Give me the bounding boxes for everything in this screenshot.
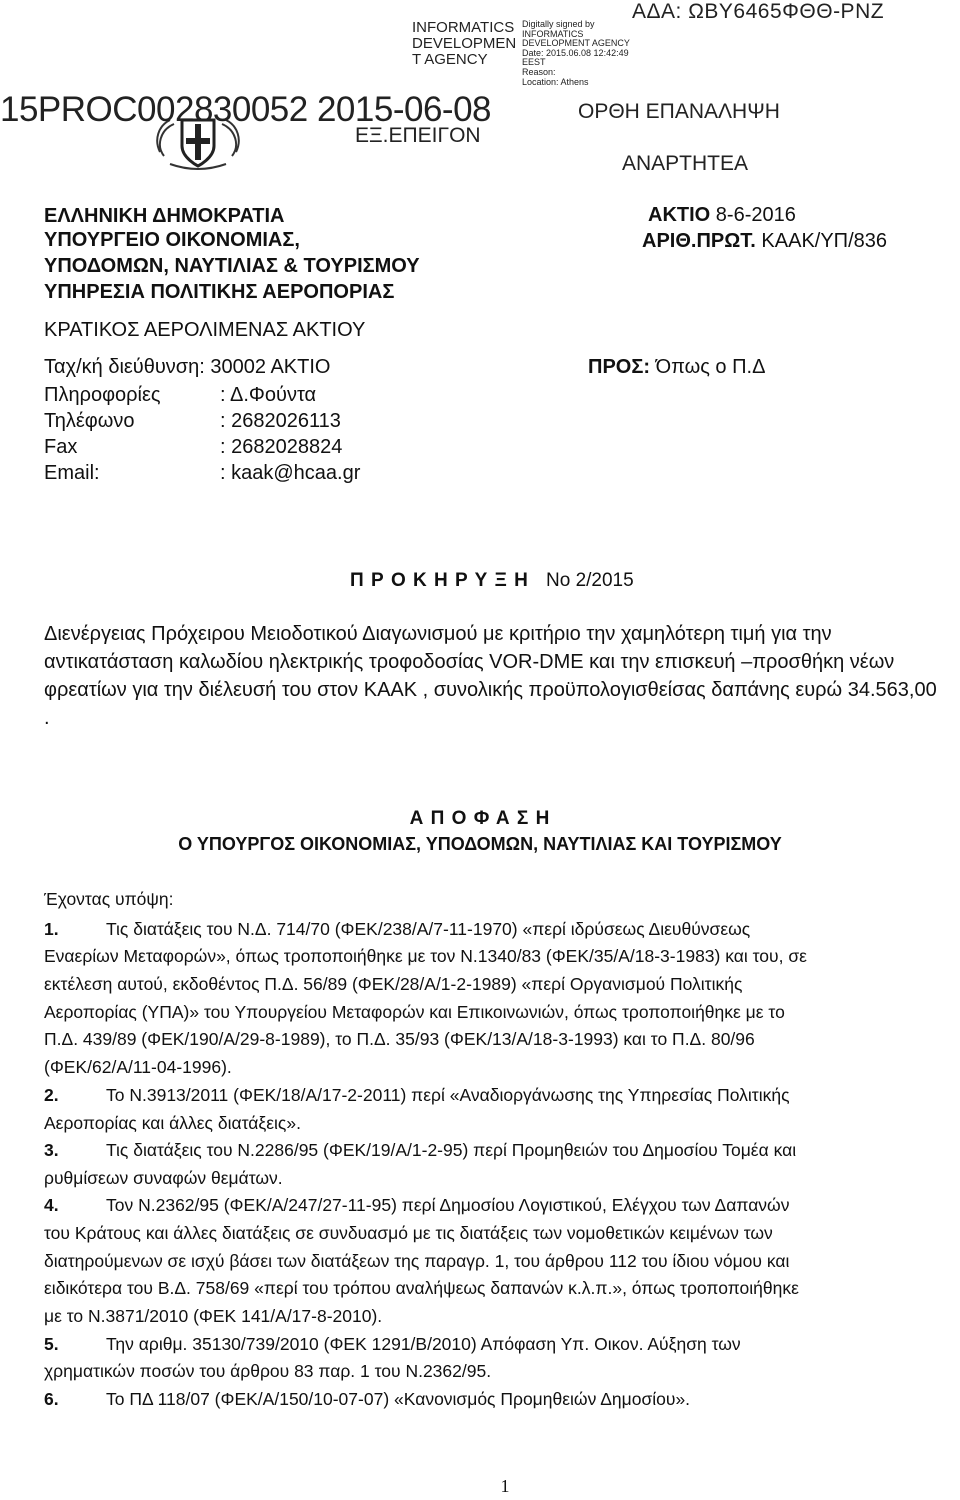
page-number: 1 — [500, 1476, 510, 1496]
decision-title: Α Π Ο Φ Α Σ Η — [409, 808, 551, 829]
protocol-number: ΑΡΙΘ.ΠΡΩΤ. ΚΑΑΚ/ΥΠ/836 — [642, 230, 888, 252]
document-date: ΑΚΤΙΟ 8-6-2016 — [648, 204, 796, 226]
fax-label: Fax — [44, 436, 78, 458]
list-item-line: διατηρούμενων σε ισχύ βάσει των διατάξεων της παραγρ. 1, του άρθρου 112 του ίδιου νόμου και — [44, 1251, 790, 1271]
address: Ταχ/κή διεύθυνση: 30002 ΑΚΤΙΟ — [44, 356, 331, 378]
list-item-line: Εναερίων Μεταφορών», όπως τροποποιήθηκε με τον Ν.1340/83 (ΦΕΚ/35/Α/18-3-1983) και του, σε — [44, 946, 807, 966]
notice-title: Π Ρ Ο Κ Η Ρ Υ Ξ Η — [350, 570, 529, 591]
notice-description: Διενέργειας Πρόχειρου Μειοδοτικού Διαγωνισμού με κριτήριο την χαμηλότερη τιμή για την αντικατάσταση καλωδίου ηλεκτρικής τροφοδοσίας VOR-DME και την επισκευή –προσθήκη νέων φρεατίων για την διέλευσή του στον ΚΑΑΚ , συνολικής προϋπολογισθείσας δαπάνης ευρώ 34.563,00 . — [44, 623, 937, 729]
list-item: 4. Τον Ν.2362/95 (ΦΕΚ/Α/247/27-11-95) περί Δημοσίου Λογιστικού, Ελέγχου των Δαπανών — [44, 1195, 790, 1215]
list-item-line: Αεροπορίας (ΥΠΑ)» του Υπουργείου Μεταφορών και Επικοινωνιών, όπως τροποποιήθηκε με το — [44, 1002, 785, 1022]
list-item-line: του Κράτους και άλλες διατάξεις σε συνδυασμό με τις διατάξεις των νομοθετικών κειμένων των — [44, 1223, 773, 1243]
recipient: ΠΡΟΣ: Όπως ο Π.Δ — [588, 356, 766, 378]
info-value: : Δ.Φούντα — [220, 384, 317, 406]
procurement-code: 15PROC002830052 2015-06-08 — [0, 90, 491, 129]
phone-label: Τηλέφωνο — [44, 410, 135, 432]
list-item-line: εκτέλεση αυτού, εκδοθέντος Π.Δ. 56/89 (ΦΕΚ/28/Α/1-2-1989) «περί Οργανισμού Πολιτικής — [44, 974, 743, 994]
list-item-line: Αεροπορίας και άλλες διατάξεις». — [44, 1113, 301, 1133]
decision-subtitle: Ο ΥΠΟΥΡΓΟΣ ΟΙΚΟΝΟΜΙΑΣ, ΥΠΟΔΟΜΩΝ, ΝΑΥΤΙΛΙΑΣ ΚΑΙ ΤΟΥΡΙΣΜΟΥ — [178, 834, 782, 854]
email-label: Email: — [44, 462, 100, 484]
list-item: 2. Το Ν.3913/2011 (ΦΕΚ/18/Α/17-2-2011) περί «Αναδιοργάνωσης της Υπηρεσίας Πολιτικής — [44, 1085, 790, 1105]
authority-line: ΕΛΛΗΝΙΚΗ ΔΗΜΟΚΡΑΤΙΑ — [44, 205, 285, 227]
urgent-mark: ΕΞ.ΕΠΕΙΓΟΝ — [355, 124, 481, 147]
repeat-mark: ΟΡΘΗ ΕΠΑΝΑΛΗΨΗ — [578, 100, 780, 123]
fax-value: : 2682028824 — [220, 436, 343, 458]
signer-name: INFORMATICS DEVELOPMEN T AGENCY — [412, 19, 517, 68]
list-item: 1. Τις διατάξεις του Ν.Δ. 714/70 (ΦΕΚ/238/Α/7-11-1970) «περί ιδρύσεως Διευθύνσεως — [44, 919, 751, 939]
authority-line: ΥΠΗΡΕΣΙΑ ΠΟΛΙΤΙΚΗΣ ΑΕΡΟΠΟΡΙΑΣ — [44, 281, 395, 303]
list-item: 5. Την αριθμ. 35130/739/2010 (ΦΕΚ 1291/Β/2010) Απόφαση Υπ. Οικον. Αύξηση των — [44, 1334, 741, 1354]
list-item-line: ρυθμίσεων συναφών θεμάτων. — [44, 1168, 283, 1188]
email-value: : kaak@hcaa.gr — [220, 462, 361, 484]
ada-code: ΑΔΑ: ΩΒΥ6465ΦΘΘ-ΡΝΖ — [632, 0, 885, 23]
list-item: 6. Το ΠΔ 118/07 (ΦΕΚ/Α/150/10-07-07) «Κανονισμός Προμηθειών Δημοσίου». — [44, 1389, 691, 1409]
list-item-line: Π.Δ. 439/89 (ΦΕΚ/190/Α/29-8-1989), το Π.Δ. 35/93 (ΦΕΚ/13/Α/18-3-1993) και το Π.Δ. 80/96 — [44, 1029, 755, 1049]
list-item: 3. Τις διατάξεις του Ν.2286/95 (ΦΕΚ/19/Α/1-2-95) περί Προμηθειών του Δημοσίου Τομέα και — [44, 1140, 797, 1160]
info-label: Πληροφορίες — [44, 384, 161, 406]
authority-line: ΥΠΟΔΟΜΩΝ, ΝΑΥΤΙΛΙΑΣ & ΤΟΥΡΙΣΜΟΥ — [44, 255, 420, 277]
list-item-line: με το Ν.3871/2010 (ΦΕΚ 141/Α/17-8-2010). — [44, 1306, 383, 1326]
list-item-line: χρηματικών ποσών του άρθρου 83 παρ. 1 του Ν.2362/95. — [44, 1361, 492, 1381]
publish-mark: ΑΝΑΡΤΗΤΕΑ — [622, 152, 749, 175]
authority-line: ΚΡΑΤΙΚΟΣ ΑΕΡΟΛΙΜΕΝΑΣ ΑΚΤΙΟΥ — [44, 319, 366, 341]
list-item-line: ειδικότερα του Β.Δ. 758/69 «περί του τρόπου αναλήψεως δαπανών κ.λ.π.», όπως τροποποιήθηκε — [44, 1278, 799, 1298]
list-item-line: (ΦΕΚ/62/Α/11-04-1996). — [44, 1057, 232, 1077]
decision-intro: Έχοντας υπόψη: — [44, 889, 174, 909]
authority-line: ΥΠΟΥΡΓΕΙΟ ΟΙΚΟΝΟΜΙΑΣ, — [44, 229, 300, 251]
signature-details: Digitally signed by INFORMATICS DEVELOPMENT AGENCY Date: 2015.06.08 12:42:49 EEST Reason: Location: Athens — [522, 19, 630, 87]
phone-value: : 2682026113 — [220, 410, 341, 432]
notice-number: Νο 2/2015 — [546, 570, 634, 591]
